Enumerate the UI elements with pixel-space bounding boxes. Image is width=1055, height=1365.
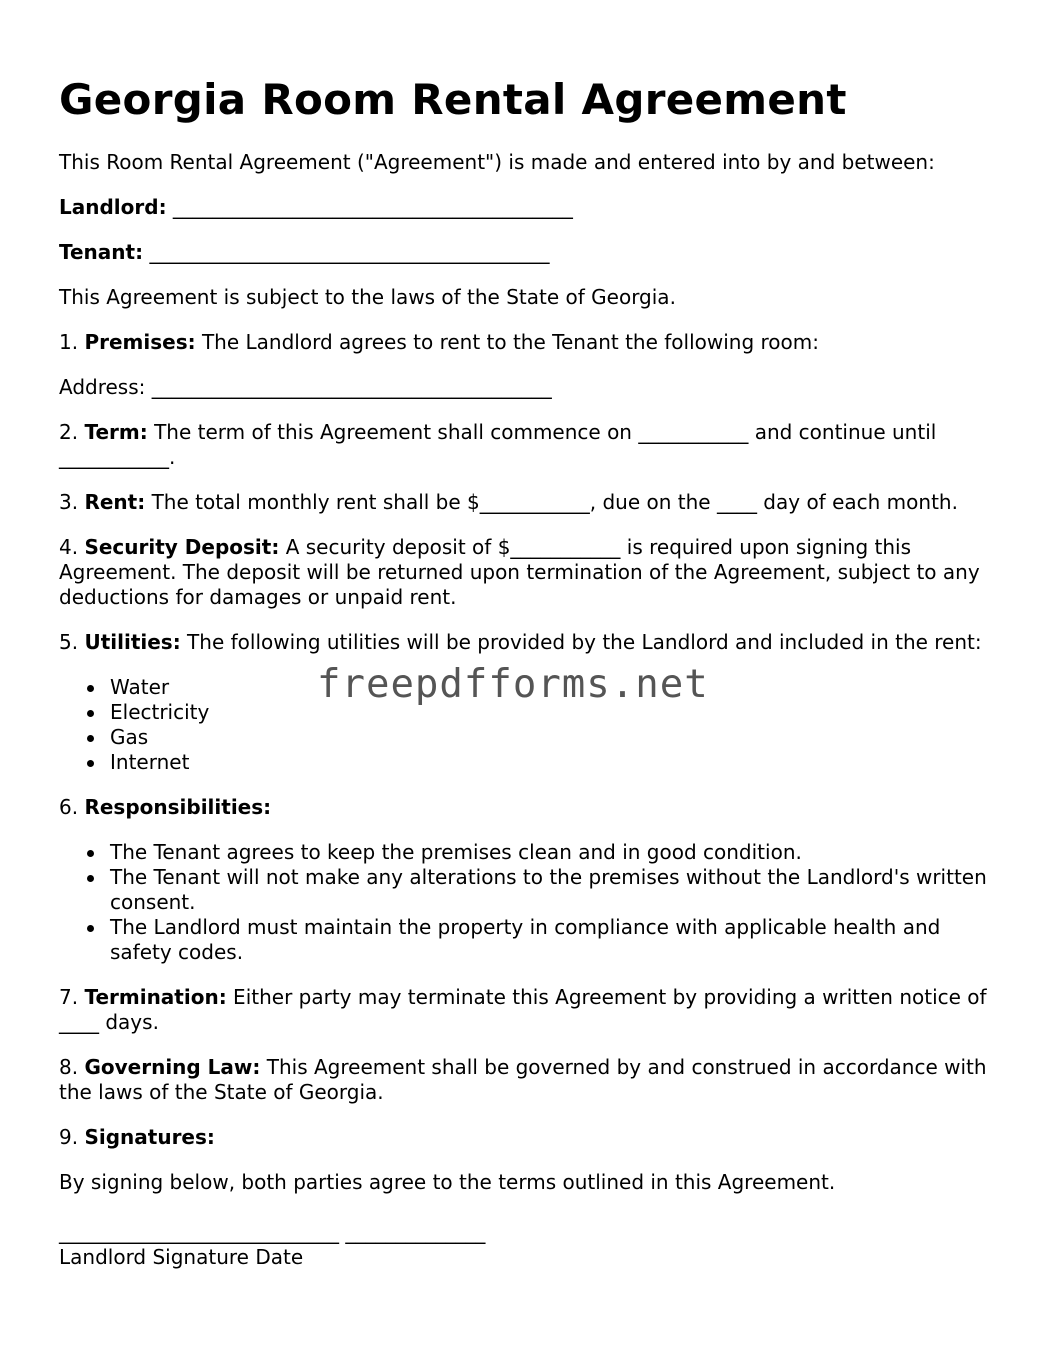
intro-paragraph: This Room Rental Agreement ("Agreement") is made and entered into by and between:	[59, 150, 935, 174]
section-governing-law	[59, 1055, 1004, 1105]
landlord-blank: ________________________________________	[166, 195, 573, 219]
section-utilities	[59, 630, 1004, 655]
section-label: Governing Law:	[84, 1055, 261, 1079]
section-termination	[59, 985, 1004, 1035]
section-label: Rent:	[84, 490, 146, 514]
section-number: 3.	[59, 490, 85, 514]
law-note: This Agreement is subject to the laws of the State of Georgia.	[59, 285, 676, 309]
section-number: 9.	[59, 1125, 85, 1149]
section-text: The term of this Agreement shall commence on ___________ and continue until ___________.	[59, 420, 937, 469]
responsibilities-list	[59, 840, 1004, 965]
landlord-line	[59, 195, 1004, 220]
section-text: The Landlord agrees to rent to the Tenant the following room:	[195, 330, 819, 354]
section-label: Premises:	[84, 330, 196, 354]
landlord-label: Landlord:	[59, 195, 167, 219]
section-number: 5.	[59, 630, 85, 654]
section-number: 8.	[59, 1055, 85, 1079]
section-premises	[59, 330, 1004, 355]
section-label: Signatures:	[84, 1125, 215, 1149]
section-number: 6.	[59, 795, 85, 819]
section-responsibilities	[59, 795, 1004, 820]
section-label: Utilities:	[84, 630, 181, 654]
section-label: Security Deposit:	[84, 535, 280, 559]
section-rent	[59, 490, 1004, 515]
signature-caption: Landlord Signature Date	[59, 1245, 304, 1269]
section-text: A security deposit of $___________ is required upon signing this Agreement. The deposit will be returned upon termination of the Agreement, subject to any deductions for damages or unpaid rent.	[59, 535, 980, 609]
document-title: Georgia Room Rental Agreement	[59, 75, 847, 124]
watermark: freepdfforms.net	[317, 662, 709, 707]
list-item: The Landlord must maintain the property in compliance with applicable health and safety codes.	[110, 915, 1004, 965]
list-item: Gas	[110, 725, 1004, 750]
section-text: The following utilities will be provided by the Landlord and included in the rent:	[180, 630, 982, 654]
list-item: Electricity	[110, 700, 1004, 725]
tenant-blank: ________________________________________	[143, 240, 550, 264]
section-text: The total monthly rent shall be $___________, due on the ____ day of each month.	[145, 490, 958, 514]
signature-lines: ____________________________ ______________	[59, 1220, 486, 1244]
section-number: 2.	[59, 420, 85, 444]
section-number: 7.	[59, 985, 85, 1009]
section-security-deposit	[59, 535, 1004, 610]
list-item: The Tenant will not make any alterations to the premises without the Landlord's written consent.	[110, 865, 1004, 915]
section-term	[59, 420, 1004, 470]
section-label: Term:	[84, 420, 148, 444]
section-text: Either party may terminate this Agreement by providing a written notice of ____ days.	[59, 985, 987, 1034]
list-item: The Tenant agrees to keep the premises clean and in good condition.	[110, 840, 1004, 865]
section-label: Termination:	[84, 985, 227, 1009]
section-number: 4.	[59, 535, 85, 559]
address-line: Address: ________________________________________	[59, 375, 552, 399]
section-signatures	[59, 1125, 1004, 1150]
list-item: Internet	[110, 750, 1004, 775]
list-item: Water	[110, 675, 1004, 700]
section-number: 1.	[59, 330, 85, 354]
section-label: Responsibilities:	[84, 795, 272, 819]
section-text: This Agreement shall be governed by and construed in accordance with the laws of the State of Georgia.	[59, 1055, 987, 1104]
tenant-label: Tenant:	[59, 240, 144, 264]
signatures-statement: By signing below, both parties agree to the terms outlined in this Agreement.	[59, 1170, 836, 1194]
tenant-line	[59, 240, 1004, 265]
